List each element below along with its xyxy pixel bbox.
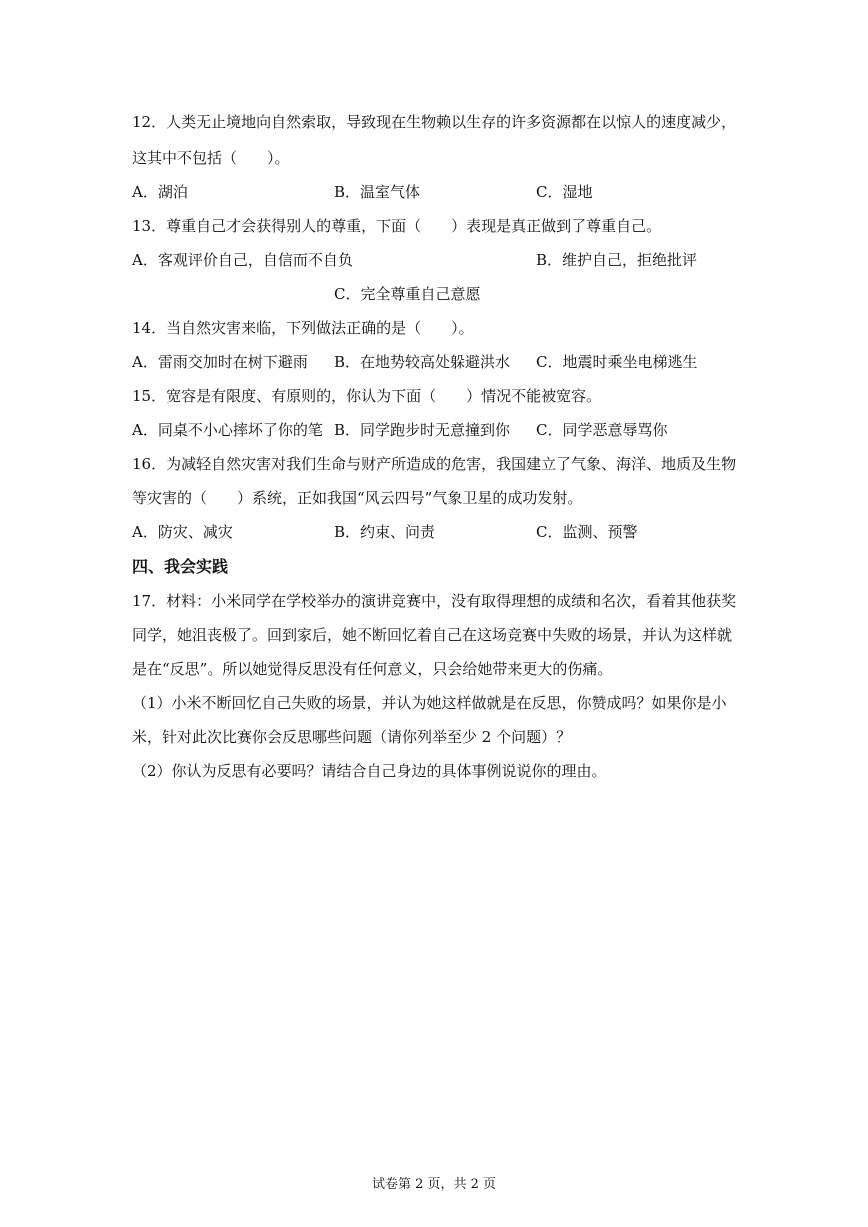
- q14-stem: 14．当自然灾害来临，下列做法正确的是（ ）。: [132, 319, 474, 337]
- q16-option-c: C．监测、预警: [536, 523, 638, 541]
- q13-stem: 13．尊重自己才会获得别人的尊重，下面（ ）表现是真正做到了尊重自己。: [132, 217, 662, 235]
- q16-option-a: A．防灾、减灾: [132, 523, 233, 541]
- section-heading: 四、我会实践: [132, 557, 229, 576]
- q17-material-line2: 同学，她沮丧极了。回到家后，她不断回忆着自己在这场竞赛中失败的场景，并认为这样就: [132, 626, 733, 644]
- q15-stem: 15．宽容是有限度、有原则的，你认为下面（ ）情况不能被宽容。: [132, 387, 602, 405]
- q14-option-b: B．在地势较高处躲避洪水: [334, 353, 511, 371]
- q13-option-a: A．客观评价自己，自信而不自负: [132, 251, 353, 269]
- q12-stem-line2: 这其中不包括（ ）。: [132, 149, 290, 167]
- q17-sub1-line1: （1）小米不断回忆自己失败的场景，并认为她这样做就是在反思，你赞成吗？如果你是小: [132, 694, 727, 712]
- q17-sub2: （2）你认为反思有必要吗？请结合自己身边的具体事例说说你的理由。: [132, 762, 607, 780]
- q14-option-c: C．地震时乘坐电梯逃生: [536, 353, 698, 371]
- q17-sub1-line2: 米，针对此次比赛你会反思哪些问题（请你列举至少 2 个问题）？: [132, 728, 572, 746]
- page-footer: 试卷第 2 页，共 2 页: [371, 1177, 497, 1192]
- q12-option-a: A．湖泊: [132, 183, 188, 201]
- q13-option-b: B．维护自己，拒绝批评: [536, 251, 698, 269]
- q15-option-b: B．同学跑步时无意撞到你: [334, 421, 511, 439]
- q16-stem-line2: 等灾害的（ ）系统，正如我国“风云四号”气象卫星的成功发射。: [132, 489, 583, 507]
- q15-option-a: A．同桌不小心摔坏了你的笔: [132, 421, 323, 439]
- q17-material-line3: 是在“反思”。所以她觉得反思没有任何意义，只会给她带来更大的伤痛。: [132, 660, 613, 678]
- q16-option-b: B．约束、问责: [334, 523, 436, 541]
- q14-option-a: A．雷雨交加时在树下避雨: [132, 353, 308, 371]
- q12-option-b: B．温室气体: [334, 183, 421, 201]
- q16-stem-line1: 16．为减轻自然灾害对我们生命与财产所造成的危害，我国建立了气象、海洋、地质及生物: [132, 455, 737, 473]
- q12-stem-line1: 12．人类无止境地向自然索取，导致现在生物赖以生存的许多资源都在以惊人的速度减少，: [132, 113, 737, 131]
- q17-material-line1: 17．材料：小米同学在学校举办的演讲竞赛中，没有取得理想的成绩和名次，看着其他获奖: [132, 592, 737, 610]
- q13-option-c: C．完全尊重自己意愿: [334, 285, 481, 303]
- q15-option-c: C．同学恶意辱骂你: [536, 421, 668, 439]
- q12-option-c: C．湿地: [536, 183, 593, 201]
